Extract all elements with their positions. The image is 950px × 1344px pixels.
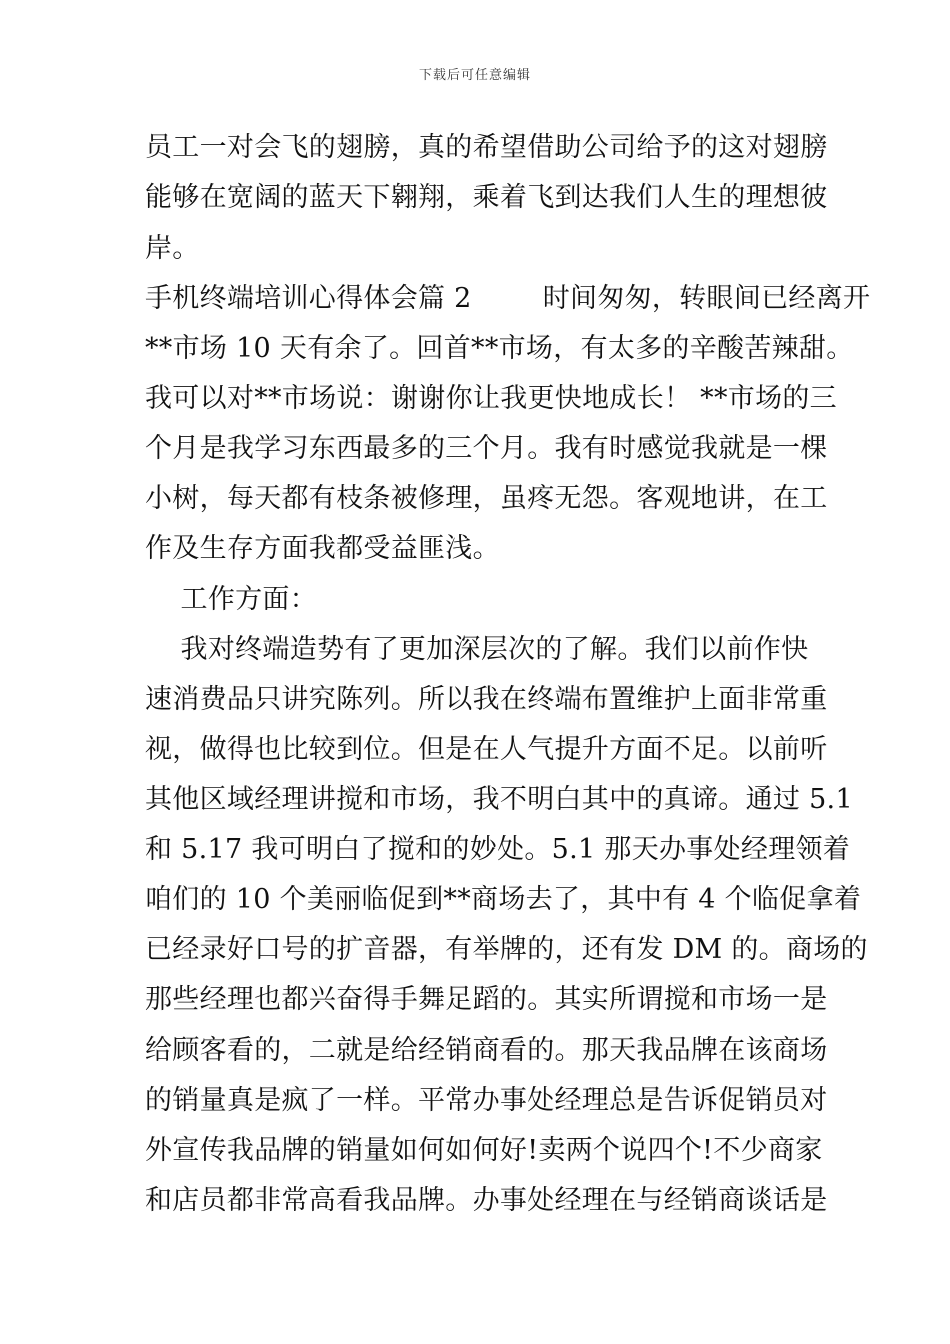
body-line: 能够在宽阔的蓝天下翱翔，乘着飞到达我们人生的理想彼 bbox=[145, 182, 828, 213]
body-line: 我对终端造势有了更加深层次的了解。我们以前作快 bbox=[145, 634, 809, 665]
body-line: 小树，每天都有枝条被修理，虽疼无怨。客观地讲，在工 bbox=[145, 483, 828, 514]
section-heading: 工作方面： bbox=[145, 584, 318, 615]
body-line: 那些经理也都兴奋得手舞足蹈的。其实所谓搅和市场一是 bbox=[145, 984, 828, 1015]
body-line: 和店员都非常高看我品牌。办事处经理在与经销商谈话是 bbox=[145, 1185, 828, 1216]
body-line: 咱们的 10 个美丽临促到**商场去了，其中有 4 个临促拿着 bbox=[145, 884, 862, 915]
body-line: **市场 10 天有余了。回首**市场，有太多的辛酸苦辣甜。 bbox=[145, 333, 854, 364]
body-line: 的销量真是疯了一样。平常办事处经理总是告诉促销员对 bbox=[145, 1085, 828, 1116]
body-line: 我可以对**市场说：谢谢你让我更快地成长！ **市场的三 bbox=[145, 383, 837, 414]
page-header-note: 下载后可任意编辑 bbox=[418, 68, 531, 83]
body-line: 作及生存方面我都受益匪浅。 bbox=[145, 533, 500, 564]
body-line: 视，做得也比较到位。但是在人气提升方面不足。以前听 bbox=[145, 734, 828, 765]
body-line: 员工一对会飞的翅膀，真的希望借助公司给予的这对翅膀 bbox=[145, 132, 828, 163]
body-line: 外宣传我品牌的销量如何如何好!卖两个说四个!不少商家 bbox=[145, 1135, 823, 1166]
body-line: 给顾客看的，二就是给经销商看的。那天我品牌在该商场 bbox=[145, 1035, 828, 1066]
body-line: 和 5.17 我可明白了搅和的妙处。5.1 那天办事处经理领着 bbox=[145, 834, 851, 865]
body-line: 速消费品只讲究陈列。所以我在终端布置维护上面非常重 bbox=[145, 684, 828, 715]
body-line: 个月是我学习东西最多的三个月。我有时感觉我就是一棵 bbox=[145, 433, 828, 464]
body-line: 其他区域经理讲搅和市场，我不明白其中的真谛。通过 5.1 bbox=[145, 784, 853, 815]
body-line: 岸。 bbox=[145, 233, 200, 264]
body-line: 已经录好口号的扩音器，有举牌的，还有发 DM 的。商场的 bbox=[145, 934, 868, 965]
body-line: 手机终端培训心得体会篇 2 时间匆匆，转眼间已经离开 bbox=[145, 283, 871, 314]
